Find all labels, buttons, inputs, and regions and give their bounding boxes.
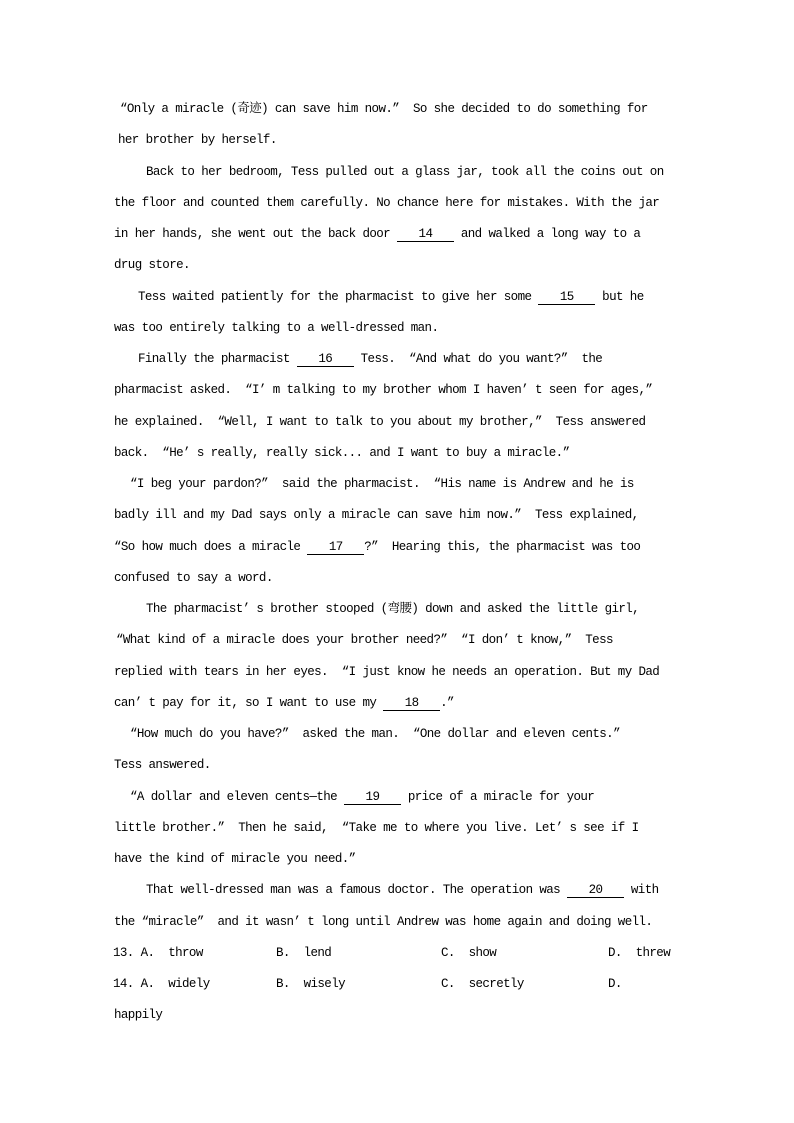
text-line-4: the floor and counted them carefully. No chance here for mistakes. With the jar xyxy=(114,195,660,210)
option-cell: C. secretly xyxy=(441,977,524,991)
text-line-9: Finally the pharmacist 16 Tess. “And what do you want?” the xyxy=(138,352,603,366)
text-line-6: drug store. xyxy=(114,258,190,273)
option-cell: D. threw xyxy=(608,945,671,960)
blank-16: 16 xyxy=(297,352,354,367)
blank-14: 14 xyxy=(397,227,454,242)
text-line-11: he explained. “Well, I want to talk to you about my brother,” Tess answered xyxy=(114,414,646,429)
text-line-14: badly ill and my Dad says only a miracle can save him now.” Tess explained, xyxy=(114,508,639,523)
blank-20: 20 xyxy=(567,883,624,898)
text-line-1: “Only a miracle (奇迹) can save him now.” So she decided to do something for xyxy=(120,102,648,116)
option-cell: B. wisely xyxy=(276,977,346,991)
option-cell: 13. A. throw xyxy=(113,945,203,960)
text-line-27: the “miracle” and it wasn’ t long until Andrew was home again and doing well. xyxy=(114,914,653,929)
text-line-17: The pharmacist’ s brother stooped (弯腰) down and asked the little girl, xyxy=(146,602,640,616)
text-line-18: “What kind of a miracle does your brother need?” “I don’ t know,” Tess xyxy=(116,633,613,648)
text-line-25: have the kind of miracle you need.” xyxy=(114,852,356,866)
text-line-26: That well-dressed man was a famous doctor. The operation was 20 with xyxy=(146,883,659,898)
text-line-13: “I beg your pardon?” said the pharmacist. “His name is Andrew and he is xyxy=(130,477,634,491)
blank-15: 15 xyxy=(538,290,595,305)
text-line-24: little brother.” Then he said, “Take me to where you live. Let’ s see if I xyxy=(114,820,639,835)
blank-18: 18 xyxy=(383,696,440,711)
text-line-15: “So how much does a miracle 17 ?” Hearing this, the pharmacist was too xyxy=(114,539,641,554)
text-line-22: Tess answered. xyxy=(114,758,211,773)
text-line-30: happily xyxy=(114,1008,163,1023)
text-line-21: “How much do you have?” asked the man. “One dollar and eleven cents.” xyxy=(130,727,620,741)
text-line-20: can’ t pay for it, so I want to use my 18 .” xyxy=(114,695,454,710)
text-line-8: was too entirely talking to a well-dressed man. xyxy=(114,320,439,335)
text-line-16: confused to say a word. xyxy=(114,570,273,585)
option-cell: C. show xyxy=(441,945,497,960)
blank-17: 17 xyxy=(307,540,364,555)
options-row xyxy=(113,938,680,969)
text-line-23: “A dollar and eleven cents—the 19 price of a miracle for your xyxy=(130,789,595,804)
text-line-2: her brother by herself. xyxy=(118,133,277,148)
text-line-19: replied with tears in her eyes. “I just know he needs an operation. But my Dad xyxy=(114,664,660,679)
blank-19: 19 xyxy=(344,790,401,805)
text-line-12: back. “He’ s really, really sick... and I want to buy a miracle.” xyxy=(114,445,570,460)
text-line-3: Back to her bedroom, Tess pulled out a glass jar, took all the coins out on xyxy=(146,164,664,179)
options-row xyxy=(113,969,680,1000)
document-body xyxy=(114,94,680,1032)
option-cell: D. xyxy=(608,977,622,991)
option-cell: B. lend xyxy=(276,945,332,960)
text-line-10: pharmacist asked. “I’ m talking to my brother whom I haven’ t seen for ages,” xyxy=(114,383,653,398)
option-cell: 14. A. widely xyxy=(113,977,210,991)
text-line-5: in her hands, she went out the back door 14 and walked a long way to a xyxy=(114,227,641,241)
text-line-7: Tess waited patiently for the pharmacist to give her some 15 but he xyxy=(138,289,644,304)
